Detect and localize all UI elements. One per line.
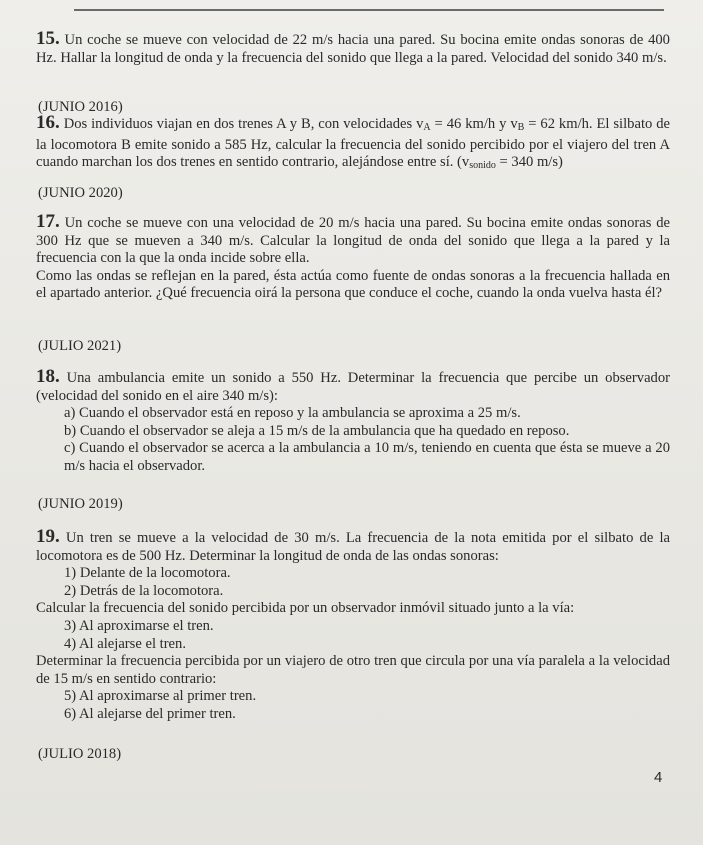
problem-text: = 62 km/h. El silbato de la locomotora B emite sonido a 585 Hz, calcular la frecuencia del sonido percibido por el viajero del tren A cuando marchan los dos trenes en sentido contrario, alejándose entre sí. (v (36, 116, 670, 171)
problem-18 (36, 368, 670, 476)
page-number: 4 (654, 769, 663, 786)
problem-18-source: (JUNIO 2019) (38, 496, 123, 512)
item-label: 3) (64, 617, 77, 634)
item-text: Cuando el observador se acerca a la ambulancia a 10 m/s, teniendo en cuenta que ésta se mueve a 20 m/s hacia el observador. (64, 440, 670, 474)
subscript: B (517, 122, 525, 133)
problem-text: Como las ondas se reflejan en la pared, ésta actúa como fuente de ondas sonoras a la frecuencia hallada en el apartado anterior. ¿Qué frecuencia oirá la persona que conduce el coche, cuando la onda vuelva hasta él? (36, 267, 670, 302)
problem-text: Un coche se mueve con una velocidad de 20 m/s hacia una pared. Su bocina emite ondas sonoras de 300 Hz que se mueven a 340 m/s. Calcular la longitud de onda del sonido que llega a la pared y la frecuencia con la que la onda incide sobre ella. (36, 215, 670, 267)
problem-16 (36, 114, 670, 175)
problem-text: Calcular la frecuencia del sonido percibida por un observador inmóvil situado junto a la vía: (36, 600, 575, 617)
subscript: A (423, 122, 431, 133)
list-item (36, 423, 670, 441)
item-text: Cuando el observador está en reposo y la ambulancia se aproxima a 25 m/s. (79, 405, 521, 422)
item-label: 2) (64, 582, 77, 599)
problem-15 (36, 30, 670, 67)
problem-number: 17. (36, 211, 60, 232)
item-label: a) (64, 405, 76, 422)
problem-text: Dos individuos viajan en dos trenes A y B, con velocidades v (63, 116, 424, 132)
item-text: Al alejarse del primer tren. (79, 705, 236, 722)
item-label: b) (64, 422, 77, 439)
header-rule (74, 9, 664, 11)
item-text: Al aproximarse al primer tren. (79, 688, 257, 705)
list-item (36, 618, 670, 636)
item-label: 1) (64, 565, 77, 582)
problem-text: Un coche se mueve con velocidad de 22 m/s hacia una pared. Su bocina emite ondas sonoras de 400 Hz. Hallar la longitud de onda y la frecuencia del sonido que llega a la pared. Velocidad del sonido 340 m/s. (36, 32, 670, 66)
problem-number: 18. (36, 366, 60, 387)
item-text: Cuando el observador se aleja a 15 m/s de la ambulancia que ha quedado en reposo. (79, 422, 570, 439)
problem-17-source: (JULIO 2021) (38, 338, 122, 354)
problem-text: Determinar la frecuencia percibida por un viajero de otro tren que circula por una vía paralela a la velocidad de 15 m/s en sentido contrario: (36, 653, 670, 687)
subscript: sonido (469, 160, 496, 172)
problem-number: 16. (36, 112, 60, 133)
item-label: 6) (64, 705, 77, 722)
problem-19 (36, 528, 670, 724)
item-text: Detrás de la locomotora. (79, 582, 224, 599)
list-item (36, 565, 670, 583)
item-label: 5) (64, 688, 77, 705)
problem-17 (36, 213, 670, 303)
list-item (36, 706, 670, 724)
list-item (36, 688, 670, 706)
item-label: 4) (64, 635, 77, 652)
list-item (36, 405, 670, 423)
problem-text: = 46 km/h y v (430, 116, 518, 132)
problem-19-source: (JULIO 2018) (38, 746, 122, 762)
list-item (36, 440, 670, 475)
problem-15-source: (JUNIO 2016) (38, 99, 123, 115)
problem-number: 15. (36, 28, 60, 49)
item-text: Al alejarse el tren. (79, 635, 186, 652)
problem-text: Un tren se mueve a la velocidad de 30 m/s. La frecuencia de la nota emitida por el silbato de la locomotora es de 500 Hz. Determinar la longitud de onda de las ondas sonoras: (36, 530, 670, 564)
problem-16-source: (JUNIO 2020) (38, 185, 123, 201)
item-label: c) (64, 440, 76, 457)
item-text: Delante de la locomotora. (79, 565, 231, 582)
problem-text: Una ambulancia emite un sonido a 550 Hz. Determinar la frecuencia que percibe un observador (velocidad del sonido en el aire 340 m/s): (36, 370, 670, 404)
list-item (36, 636, 670, 654)
list-item (36, 583, 670, 601)
problem-number: 19. (36, 526, 60, 547)
problem-text: = 340 m/s) (495, 154, 563, 171)
item-text: Al aproximarse el tren. (79, 617, 214, 634)
